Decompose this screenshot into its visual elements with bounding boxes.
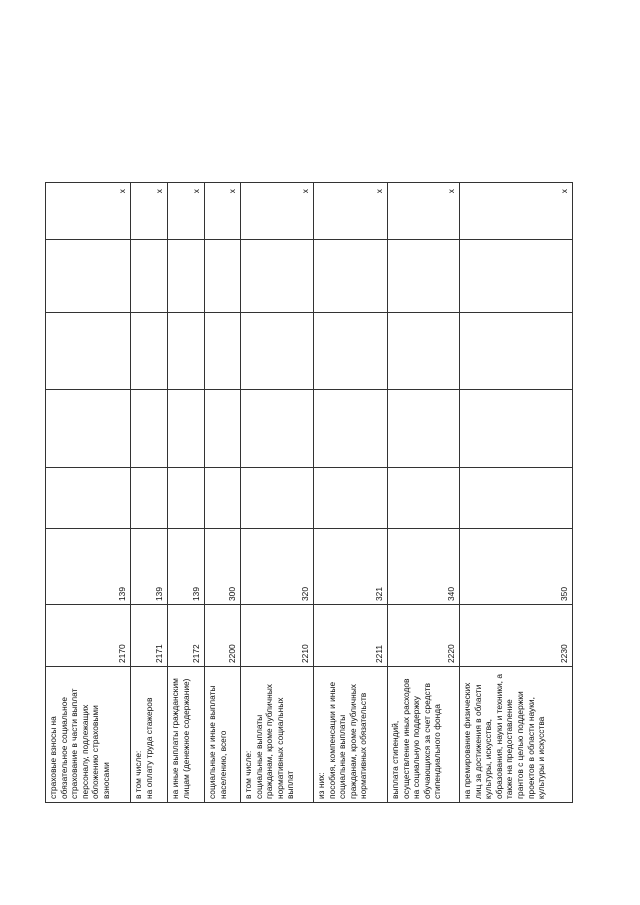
empty-cell — [131, 468, 168, 529]
empty-cell — [205, 313, 241, 390]
kosgu-code-cell: 139 — [131, 529, 168, 605]
empty-cell — [241, 468, 314, 529]
empty-cell — [388, 468, 460, 529]
financial-plan-table — [45, 182, 573, 803]
kosgu-code-cell: 139 — [46, 529, 131, 605]
empty-cell — [168, 240, 205, 313]
not-applicable-mark: x — [388, 183, 460, 240]
table-row — [460, 183, 573, 803]
empty-cell — [241, 390, 314, 468]
line-code-cell: 2210 — [241, 605, 314, 667]
kosgu-code-cell: 321 — [314, 529, 388, 605]
empty-cell — [314, 313, 388, 390]
row-name-cell: выплата стипендий, осуществление иных расходов на социальную поддержку обучающихся за счет средств стипендиального фонда — [388, 667, 460, 803]
empty-cell — [46, 240, 131, 313]
empty-cell — [388, 390, 460, 468]
table-row — [314, 183, 388, 803]
table-row — [205, 183, 241, 803]
table-row — [388, 183, 460, 803]
line-code-cell: 2211 — [314, 605, 388, 667]
row-name-cell: страховые взносы на обязательное социальное страхование в части выплат персоналу, подлежащих обложению страховыми взносами — [46, 667, 131, 803]
row-name-cell: в том числе: на оплату труда стажеров — [131, 667, 168, 803]
empty-cell — [131, 240, 168, 313]
row-name-cell: в том числе: социальные выплаты гражданам, кроме публичных нормативных социальных выплат — [241, 667, 314, 803]
empty-cell — [131, 313, 168, 390]
kosgu-code-cell: 139 — [168, 529, 205, 605]
row-name-cell: на премирование физических лиц за достижения в области культуры, искусства, образования, науки и техники, а также на предоставление грантов с целью поддержки проектов в области науки, культуры и искусства — [460, 667, 573, 803]
not-applicable-mark: x — [131, 183, 168, 240]
empty-cell — [46, 390, 131, 468]
kosgu-code-cell: 320 — [241, 529, 314, 605]
kosgu-code-cell: 350 — [460, 529, 573, 605]
empty-cell — [46, 313, 131, 390]
empty-cell — [460, 390, 573, 468]
table-row — [131, 183, 168, 803]
not-applicable-mark: x — [460, 183, 573, 240]
empty-cell — [131, 390, 168, 468]
empty-cell — [314, 468, 388, 529]
line-code-cell: 2170 — [46, 605, 131, 667]
empty-cell — [241, 313, 314, 390]
line-code-cell: 2220 — [388, 605, 460, 667]
rotated-table-wrapper — [45, 183, 572, 803]
kosgu-code-cell: 340 — [388, 529, 460, 605]
line-code-cell: 2200 — [205, 605, 241, 667]
empty-cell — [460, 468, 573, 529]
row-name-cell: из них: пособия, компенсации и иные социальные выплаты гражданам, кроме публичных нормативных обязательств — [314, 667, 388, 803]
empty-cell — [460, 313, 573, 390]
empty-cell — [388, 240, 460, 313]
empty-cell — [241, 240, 314, 313]
row-name-cell: социальные и иные выплаты населению, всего — [205, 667, 241, 803]
line-code-cell: 2230 — [460, 605, 573, 667]
not-applicable-mark: x — [241, 183, 314, 240]
kosgu-code-cell: 300 — [205, 529, 241, 605]
rotated-page — [45, 183, 572, 803]
empty-cell — [46, 468, 131, 529]
empty-cell — [168, 468, 205, 529]
not-applicable-mark: x — [205, 183, 241, 240]
empty-cell — [205, 468, 241, 529]
table-row — [241, 183, 314, 803]
empty-cell — [388, 313, 460, 390]
not-applicable-mark: x — [314, 183, 388, 240]
empty-cell — [314, 390, 388, 468]
line-code-cell: 2172 — [168, 605, 205, 667]
line-code-cell: 2171 — [131, 605, 168, 667]
empty-cell — [168, 313, 205, 390]
table-row — [46, 183, 131, 803]
empty-cell — [205, 240, 241, 313]
empty-cell — [460, 240, 573, 313]
not-applicable-mark: x — [46, 183, 131, 240]
empty-cell — [168, 390, 205, 468]
table-row — [168, 183, 205, 803]
row-name-cell: на иные выплаты гражданским лицам (денежное содержание) — [168, 667, 205, 803]
empty-cell — [205, 390, 241, 468]
not-applicable-mark: x — [168, 183, 205, 240]
empty-cell — [314, 240, 388, 313]
